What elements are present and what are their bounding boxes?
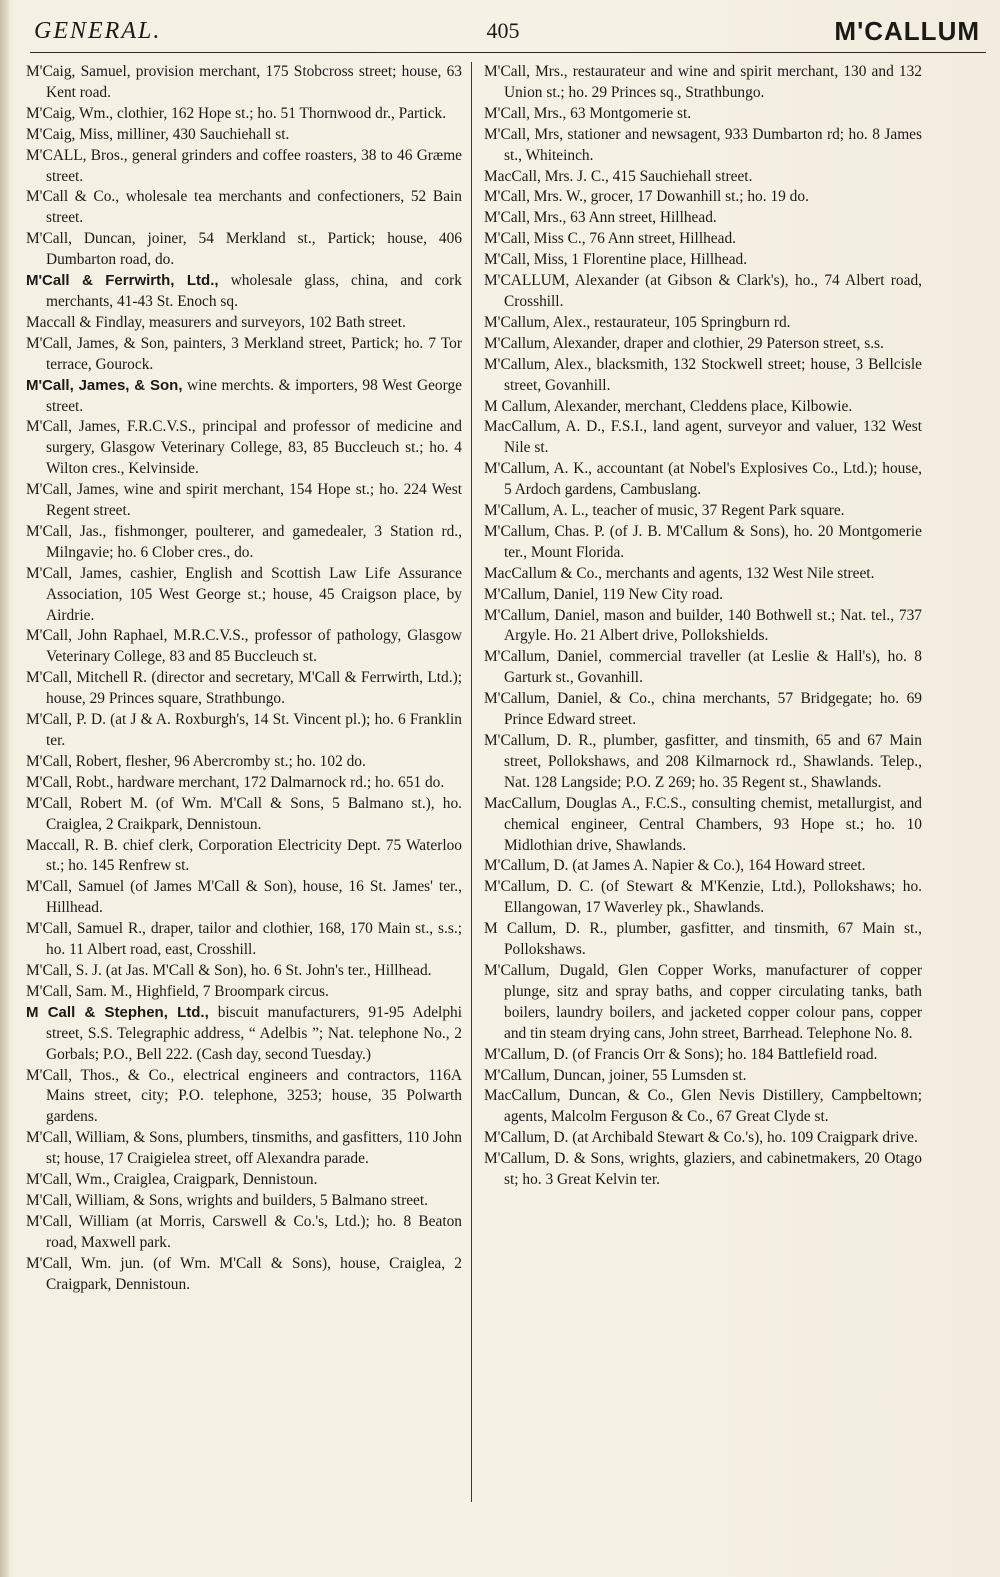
directory-entry bbox=[26, 1191, 462, 1212]
entry-text: M'Call, Robt., hardware merchant, 172 Dalmarnock rd.; ho. 651 do. bbox=[26, 773, 445, 791]
entry-text: M'Call, Jas., fishmonger, poulterer, and gamedealer, 3 Station rd., Milngavie; ho. 6 Clober cres., do. bbox=[26, 522, 462, 561]
directory-entry bbox=[484, 417, 922, 459]
directory-entry bbox=[26, 62, 462, 104]
entry-text: M'Call, Robert, flesher, 96 Abercromby st.; ho. 102 do. bbox=[26, 752, 366, 770]
entry-text: M'Callum, D. (at James A. Napier & Co.), 164 Howard street. bbox=[484, 857, 866, 875]
directory-entry bbox=[484, 397, 922, 418]
entry-text: M'Caig, Miss, milliner, 430 Sauchiehall st. bbox=[26, 125, 290, 143]
directory-entry bbox=[484, 856, 922, 877]
entry-text: M'Callum, Daniel, mason and builder, 140 Bothwell st.; Nat. tel., 737 Argyle. Ho. 21 Albert drive, Pollokshields. bbox=[484, 606, 922, 645]
directory-entry bbox=[484, 1086, 922, 1128]
directory-entry bbox=[484, 919, 922, 961]
page-header bbox=[20, 14, 986, 48]
directory-entry bbox=[26, 334, 462, 376]
directory-entry bbox=[26, 271, 462, 313]
directory-entry bbox=[26, 626, 462, 668]
entry-text: M'Call, Duncan, joiner, 54 Merkland st., Partick; house, 406 Dumbarton road, do. bbox=[26, 230, 462, 269]
entry-text: M'Call, Samuel R., draper, tailor and clothier, 168, 170 Main st., s.s.; ho. 11 Albert road, east, Crosshill. bbox=[26, 920, 462, 959]
entry-text: Maccall, R. B. chief clerk, Corporation Electricity Dept. 75 Waterloo st.; ho. 145 Renfrew st. bbox=[26, 836, 462, 875]
entry-text: M'Callum, Duncan, joiner, 55 Lumsden st. bbox=[484, 1066, 747, 1084]
directory-entry bbox=[484, 250, 922, 271]
running-head: M'CALLUM bbox=[834, 16, 980, 46]
entry-text: M'Caig, Samuel, provision merchant, 175 Stobcross street; house, 63 Kent road. bbox=[26, 63, 462, 101]
directory-entry bbox=[26, 104, 462, 125]
directory-entry bbox=[484, 647, 922, 689]
directory-entry bbox=[484, 1066, 922, 1087]
entry-text: Maccall & Findlay, measurers and surveyors, 102 Bath street. bbox=[26, 313, 406, 331]
directory-entry bbox=[26, 836, 462, 878]
entry-text: M'Callum, Dugald, Glen Copper Works, manufacturer of copper plunge, sitz and spray baths, and copper circulating tanks, bath boilers, laundry boilers, and jacketed copper colour pans, copper and tin steam drying cans, John street, Barrhead. Telephone No. 8. bbox=[484, 961, 922, 1042]
entry-text: M'Call, P. D. (at J & A. Roxburgh's, 14 St. Vincent pl.); ho. 6 Franklin ter. bbox=[26, 711, 462, 749]
directory-entry bbox=[484, 501, 922, 522]
entry-text: M'Call, Miss, 1 Florentine place, Hillhead. bbox=[484, 251, 748, 269]
directory-entry bbox=[26, 1254, 462, 1296]
page-binding-shadow bbox=[0, 0, 9, 1577]
directory-entry bbox=[26, 229, 462, 271]
entry-text: M'Call, William (at Morris, Carswell & Co.'s, Ltd.); ho. 8 Beaton road, Maxwell park. bbox=[26, 1212, 462, 1251]
entry-text: M'Call, William, & Sons, wrights and builders, 5 Balmano street. bbox=[26, 1191, 428, 1209]
entry-text: wholesale glass, china, and cork merchants, 41-43 St. Enoch sq. bbox=[46, 272, 462, 310]
directory-entry bbox=[484, 564, 922, 585]
entry-text: MacCallum, A. D., F.S.I., land agent, surveyor and valuer, 132 West Nile st. bbox=[484, 418, 922, 457]
entry-text: M'Callum, D. C. (of Stewart & M'Kenzie, Ltd.), Pollokshaws; ho. Ellangowan, 17 Waverley pk., Shawlands. bbox=[484, 878, 922, 917]
entry-text: M'Call, James, & Son, painters, 3 Merkland street, Partick; ho. 7 Tor terrace, Gourock. bbox=[26, 334, 462, 373]
directory-entry bbox=[484, 961, 922, 1045]
page-number: 405 bbox=[486, 18, 520, 43]
directory-entry bbox=[26, 1212, 462, 1254]
entry-text: biscuit manufacturers, 91-95 Adelphi street, S.S. Telegraphic address, “ Adelbis ”; Nat. telephone No., 2 Gorbals; P.O., Bell 222. (Cash day, second Tuesday.) bbox=[46, 1003, 462, 1063]
directory-entry bbox=[26, 187, 462, 229]
entry-text: M'Call, Wm., Craiglea, Craigpark, Dennistoun. bbox=[26, 1171, 318, 1189]
entry-text: M Callum, D. R., plumber, gasfitter, and tinsmith, 67 Main st., Pollokshaws. bbox=[484, 920, 922, 959]
directory-entry bbox=[484, 522, 922, 564]
directory-entry bbox=[484, 187, 922, 208]
directory-entry bbox=[26, 1128, 462, 1170]
entry-bold-name: M Call & Stephen, Ltd., bbox=[26, 1003, 209, 1021]
directory-entry bbox=[26, 564, 462, 627]
entry-text: M'Callum, D. & Sons, wrights, glaziers, and cabinetmakers, 20 Otago st; ho. 3 Great Kelvin ter. bbox=[484, 1150, 922, 1189]
entry-text: M'Call, William, & Sons, plumbers, tinsmiths, and gasfitters, 110 John st; house, 17 Craigielea street, off Alexandra parade. bbox=[26, 1129, 462, 1168]
column-divider bbox=[471, 62, 472, 1502]
entry-bold-name: M'Call & Ferrwirth, Ltd., bbox=[26, 272, 219, 290]
entry-text: M'Callum, Alex., restaurateur, 105 Springburn rd. bbox=[484, 313, 791, 331]
header-rule bbox=[30, 52, 986, 53]
entry-text: M'Callum, Alexander, draper and clothier, 29 Paterson street, s.s. bbox=[484, 334, 884, 352]
entry-text: M'Call, James, F.R.C.V.S., principal and professor of medicine and surgery, Glasgow Veterinary College, 83, 85 Buccleuch st.; ho. 4 Wilton cres., Kelvinside. bbox=[26, 418, 462, 478]
left-column bbox=[26, 62, 462, 1295]
entry-bold-name: M'Call, James, & Son, bbox=[26, 376, 183, 394]
entry-text: M'Call, Mitchell R. (director and secretary, M'Call & Ferrwirth, Ltd.); house, 29 Princes square, Strathbungo. bbox=[26, 669, 462, 708]
entry-text: M'Callum, A. L., teacher of music, 37 Regent Park square. bbox=[484, 502, 845, 520]
entry-text: M'Call, James, cashier, English and Scottish Law Life Assurance Association, 105 West George st.; house, 45 Craigson place, by Airdrie. bbox=[26, 564, 462, 624]
directory-entry bbox=[484, 167, 922, 188]
entry-text: wine merchts. & importers, 98 West George street. bbox=[46, 376, 462, 415]
right-column bbox=[484, 62, 922, 1191]
entry-text: M'Call, Samuel (of James M'Call & Son), house, 16 St. James' ter., Hillhead. bbox=[26, 878, 462, 917]
entry-text: M'Call, James, wine and spirit merchant, 154 Hope st.; ho. 224 West Regent street. bbox=[26, 481, 462, 520]
directory-entry bbox=[26, 417, 462, 480]
directory-entry bbox=[26, 522, 462, 564]
entry-text: MacCall, Mrs. J. C., 415 Sauchiehall street. bbox=[484, 167, 753, 185]
entry-text: M'Caig, Wm., clothier, 162 Hope st.; ho. 51 Thornwood dr., Partick. bbox=[26, 104, 447, 122]
entry-text: MacCallum, Douglas A., F.C.S., consulting chemist, metallurgist, and chemical engineer, Central Chambers, 93 Hope st.; ho. 10 Midlothian drive, Shawlands. bbox=[484, 794, 922, 854]
directory-entry bbox=[26, 877, 462, 919]
directory-entry bbox=[26, 710, 462, 752]
directory-entry bbox=[484, 62, 922, 104]
entry-text: M'Call, Mrs. W., grocer, 17 Dowanhill st.; ho. 19 do. bbox=[484, 188, 809, 206]
entry-text: M'CALL, Bros., general grinders and coffee roasters, 38 to 46 Græme street. bbox=[26, 146, 462, 185]
entry-text: M'Callum, Daniel, 119 New City road. bbox=[484, 585, 724, 603]
directory-entry bbox=[26, 313, 462, 334]
entry-text: M'Call, Robert M. (of Wm. M'Call & Sons, 5 Balmano st.), ho. Craiglea, 2 Craikpark, Dennistoun. bbox=[26, 794, 462, 833]
directory-entry bbox=[26, 376, 462, 418]
section-title: GENERAL. bbox=[34, 18, 162, 44]
directory-entry bbox=[484, 794, 922, 857]
directory-entry bbox=[484, 125, 922, 167]
entry-text: M'Call, S. J. (at Jas. M'Call & Son), ho. 6 St. John's ter., Hillhead. bbox=[26, 961, 432, 979]
entry-text: MacCallum & Co., merchants and agents, 132 West Nile street. bbox=[484, 564, 875, 582]
entry-text: M'Callum, Chas. P. (of J. B. M'Callum & Sons), ho. 20 Montgomerie ter., Mount Florida. bbox=[484, 522, 922, 561]
directory-entry bbox=[26, 1170, 462, 1191]
entry-text: M'Callum, D. (at Archibald Stewart & Co.'s), ho. 109 Craigpark drive. bbox=[484, 1129, 918, 1147]
entry-text: M'Call, Mrs., 63 Ann street, Hillhead. bbox=[484, 209, 717, 227]
entry-text: M'Callum, D. R., plumber, gasfitter, and tinsmith, 65 and 67 Main street, Pollokshaws, and 208 Kilmarnock rd., Shawlands. Telep., Nat. 128 Langside; P.O. Z 269; ho. 35 Regent st., Shawlands. bbox=[484, 732, 922, 791]
directory-entry bbox=[484, 1149, 922, 1191]
directory-entry bbox=[484, 313, 922, 334]
entry-text: M'Callum, Daniel, & Co., china merchants, 57 Bridgegate; ho. 69 Prince Edward street. bbox=[484, 690, 922, 729]
entry-text: M'Call & Co., wholesale tea merchants and confectioners, 52 Bain street. bbox=[26, 188, 462, 227]
entry-text: M Callum, Alexander, merchant, Cleddens place, Kilbowie. bbox=[484, 397, 853, 415]
directory-entry bbox=[484, 606, 922, 648]
directory-entry bbox=[484, 731, 922, 794]
entry-text: M'Call, John Raphael, M.R.C.V.S., professor of pathology, Glasgow Veterinary College, 83 and 85 Buccleuch st. bbox=[26, 627, 462, 666]
entry-text: M'Call, Mrs., restaurateur and wine and spirit merchant, 130 and 132 Union st.; ho. 29 Princes sq., Strathbungo. bbox=[484, 63, 922, 101]
directory-entry bbox=[26, 982, 462, 1003]
directory-entry bbox=[484, 334, 922, 355]
entry-text: M'Call, Thos., & Co., electrical engineers and contractors, 116A Mains street, city; P.O. telephone, 3253; house, 35 Polwarth gardens. bbox=[26, 1066, 462, 1126]
directory-entry bbox=[26, 919, 462, 961]
entry-text: M'Call, Miss C., 76 Ann street, Hillhead. bbox=[484, 230, 737, 248]
directory-entry bbox=[484, 585, 922, 606]
directory-entry bbox=[484, 877, 922, 919]
directory-entry bbox=[26, 125, 462, 146]
directory-entry bbox=[484, 355, 922, 397]
directory-entry bbox=[484, 229, 922, 250]
entry-text: MacCallum, Duncan, & Co., Glen Nevis Distillery, Campbeltown; agents, Malcolm Ferguson & Co., 67 Great Clyde st. bbox=[484, 1087, 922, 1126]
entry-text: M'Callum, Daniel, commercial traveller (at Leslie & Hall's), ho. 8 Garturk st., Govanhill. bbox=[484, 648, 922, 687]
directory-entry bbox=[484, 104, 922, 125]
directory-entry bbox=[484, 271, 922, 313]
directory-entry bbox=[484, 1045, 922, 1066]
directory-entry bbox=[26, 668, 462, 710]
directory-entry bbox=[26, 480, 462, 522]
directory-entry bbox=[26, 1003, 462, 1066]
directory-entry bbox=[484, 1128, 922, 1149]
entry-text: M'CALLUM, Alexander (at Gibson & Clark's), ho., 74 Albert road, Crosshill. bbox=[484, 272, 922, 310]
directory-entry bbox=[26, 146, 462, 188]
directory-entry bbox=[26, 961, 462, 982]
directory-entry bbox=[26, 752, 462, 773]
entry-text: M'Callum, Alex., blacksmith, 132 Stockwell street; house, 3 Bellcisle street, Govanhill. bbox=[484, 355, 922, 394]
entry-text: M'Call, Sam. M., Highfield, 7 Broompark circus. bbox=[26, 982, 329, 1000]
directory-entry bbox=[484, 459, 922, 501]
directory-entry bbox=[26, 794, 462, 836]
directory-entry bbox=[26, 773, 462, 794]
directory-entry bbox=[26, 1066, 462, 1129]
entry-text: M'Callum, D. (of Francis Orr & Sons); ho. 184 Battlefield road. bbox=[484, 1045, 878, 1063]
entry-text: M'Callum, A. K., accountant (at Nobel's Explosives Co., Ltd.); house, 5 Ardoch gardens, Cambuslang. bbox=[484, 460, 922, 499]
directory-entry bbox=[484, 689, 922, 731]
directory-entry bbox=[484, 208, 922, 229]
entry-text: M'Call, Mrs, stationer and newsagent, 933 Dumbarton rd; ho. 8 James st., Whiteinch. bbox=[484, 125, 922, 164]
entry-text: M'Call, Wm. jun. (of Wm. M'Call & Sons), house, Craiglea, 2 Craigpark, Dennistoun. bbox=[26, 1254, 462, 1293]
entry-text: M'Call, Mrs., 63 Montgomerie st. bbox=[484, 104, 692, 122]
